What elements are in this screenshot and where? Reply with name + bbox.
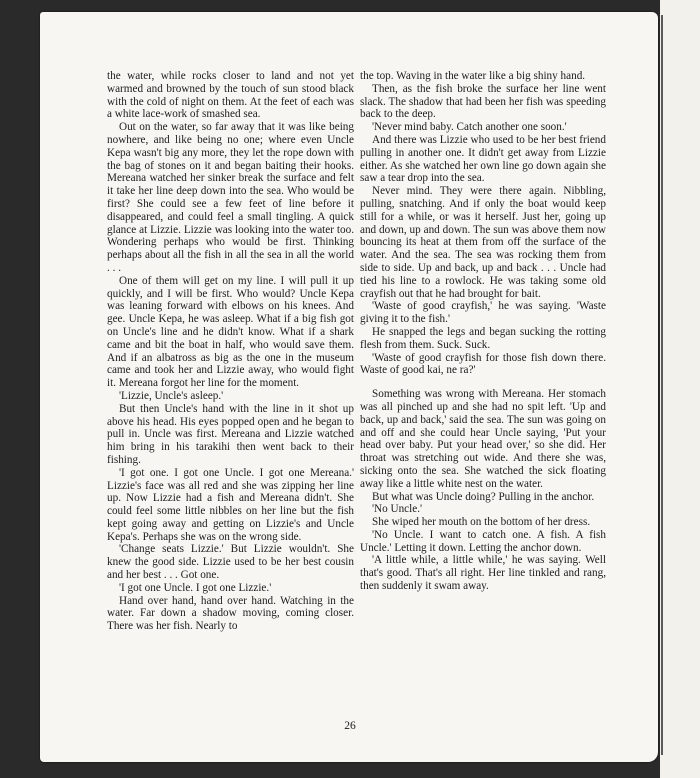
paragraph: 'A little while, a little while,' he was saying. Well that's good. That's all right. Her line tinkled and rang, then suddenly it swam away. (360, 554, 606, 593)
paragraph: Something was wrong with Mereana. Her stomach was all pinched up and she had no spit left. 'Up and back, up and back,' said the sea. The sun was going on and off and she could hear Uncle saying, 'Put your head over baby. Put your head over,' so she did. Her throat was stretching out wide. And there she was, sicking onto the sea. She watched the sick floating away like a little white nest on the water. (360, 388, 606, 490)
paragraph: 'Waste of good crayfish for those fish down there. Waste of good kai, ne ra?' (360, 351, 606, 377)
paragraph: 'Lizzie, Uncle's asleep.' (119, 389, 224, 402)
paragraph: Hand over hand, hand over hand. Watching in the water. Far down a shadow moving, coming closer. There was her fish. Nearly to (107, 594, 354, 633)
book-gutter (661, 15, 663, 755)
facing-page-edge (660, 0, 700, 778)
paragraph: Then, as the fish broke the surface her line went slack. The shadow that had been her fish was speeding back to the deep. (360, 82, 606, 121)
paragraph: And there was Lizzie who used to be her best friend pulling in another one. It didn't get away from Lizzie either. As she watched her own line go down again she saw a tear drop into the sea. (360, 133, 606, 185)
paragraph: But then Uncle's hand with the line in it shot up above his head. His eyes popped open and he began to pull in. Uncle was first. Mereana and Lizzie watched him bring in his tarakihi then went back to their fishing. (107, 402, 354, 466)
left-column (107, 70, 354, 633)
paragraph: She wiped her mouth on the bottom of her dress. (372, 516, 591, 529)
paragraph: Out on the water, so far away that it was like being nowhere, and like being no one; where even Uncle Kepa wasn't big any more, they let the rope down with the bag of stones on it and began baiting their hooks. Mereana watched her sinker break the surface and felt it take her line deep down into the sea. Who would be first? She could see a few feet of line before it disappeared, and could feel a small tingling. A quick glance at Lizzie. Lizzie was looking into the water too. Wondering perhaps who would be first. Thinking perhaps about all the fish in all the sea in all the world . . . (107, 121, 354, 274)
paragraph: 'Change seats Lizzie.' But Lizzie wouldn't. She knew the good side. Lizzie used to be her best cousin and her best . . . Got one. (107, 543, 354, 582)
paragraph: 'No Uncle. I want to catch one. A fish. A fish Uncle.' Letting it down. Letting the anchor down. (360, 528, 606, 554)
paragraph: 'Waste of good crayfish,' he was saying. 'Waste giving it to the fish.' (360, 300, 606, 326)
paragraph: 'I got one. I got one Uncle. I got one Mereana.' Lizzie's face was all red and she was zipping her line up. Now Lizzie had a fish and Mereana didn't. She could feel some little nibbles on her line but the fish kept going away and getting on Lizzie's and Uncle Kepa's. Perhaps she was on the wrong side. (107, 466, 354, 543)
paragraph: 'No Uncle.' (372, 503, 423, 516)
paragraph: But what was Uncle doing? Pulling in the anchor. (372, 490, 595, 503)
right-column (360, 70, 606, 593)
paragraph: the top. Waving in the water like a big shiny hand. (360, 70, 586, 82)
paragraph: He snapped the legs and began sucking the rotting flesh from them. Suck. Suck. (360, 325, 606, 351)
text-columns (66, 70, 622, 710)
paragraph: Never mind. They were there again. Nibbling, pulling, snatching. And if only the boat would keep still for a while, or was it herself. Just her, going up and down, up and down. The sun was above them now bouncing its heat at them from off the surface of the water. And the sea. The sea was rocking them from side to side. Up and back, up and back . . . Uncle had tied his line to a rowlock. He was taking some old crayfish out that he had brought for bait. (360, 185, 606, 300)
paragraph: 'Never mind baby. Catch another one soon.' (372, 121, 567, 134)
paragraph: One of them will get on my line. I will pull it up quickly, and I will be first. Who would? Uncle Kepa was leaning forward with elbows on his knees. And gee. Uncle Kepa, he was asleep. What if a big fish got on Uncle's line and he didn't know. What if a shark came and bit the boat in half, who would save them. And if an albatross as big as the one in the museum came and took her and Lizzie away, who would fight it. Mereana forgot her line for the moment. (107, 274, 354, 390)
paragraph: 'I got one Uncle. I got one Lizzie.' (119, 581, 272, 594)
page-number: 26 (344, 720, 356, 732)
paragraph: the water, while rocks closer to land and not yet warmed and browned by the touch of sun stood black with the cold of night on them. At the feet of each was a white lace-work of smashed sea. (107, 70, 354, 121)
